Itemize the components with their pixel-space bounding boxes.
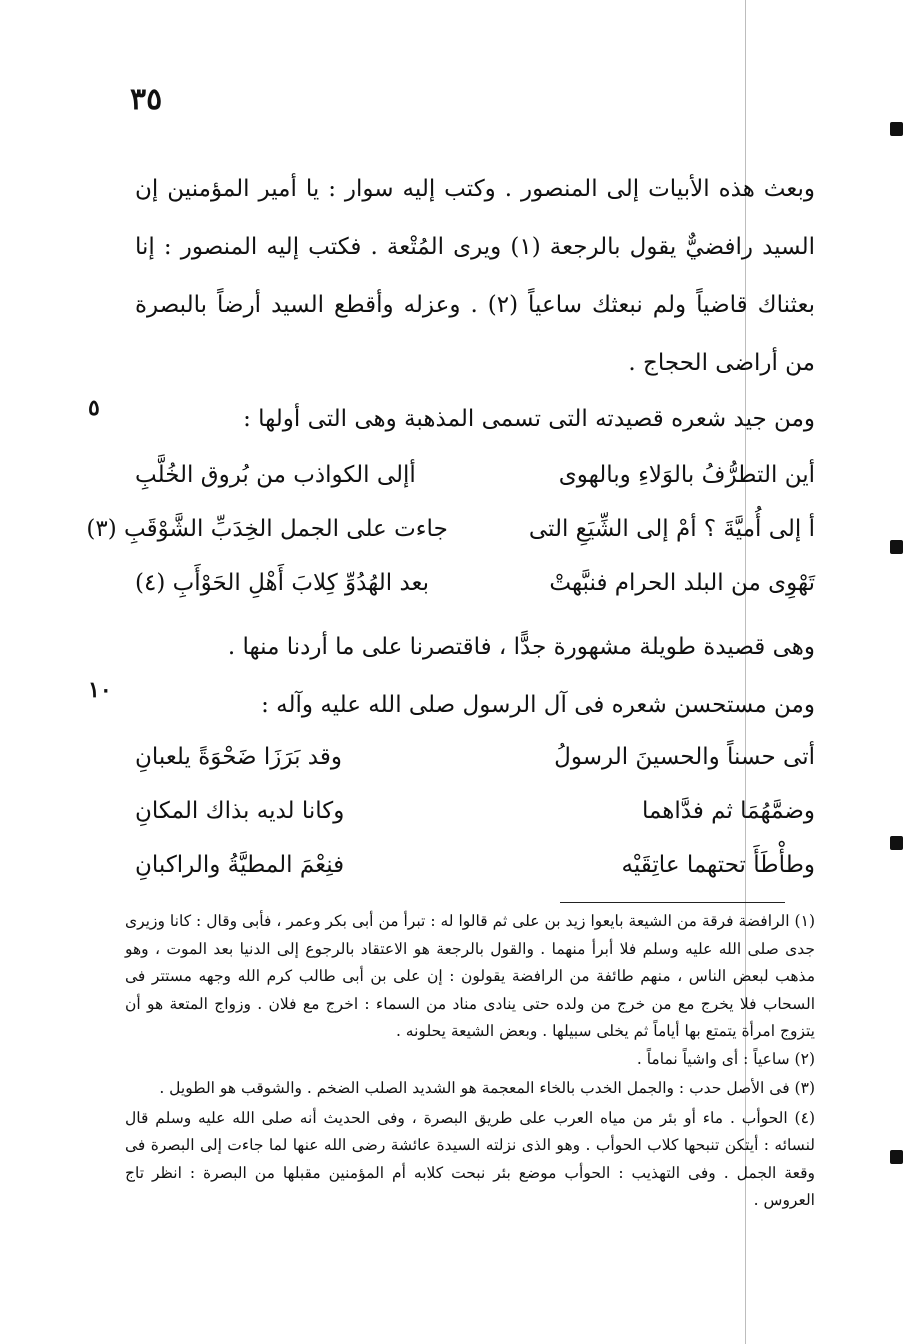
verse xyxy=(135,784,815,838)
footnote-3: (٣) فى الأصل حدب : والجمل الخدب بالخاء المعجمة هو الشديد الصلب الضخم . والشوقب هو الطويل . xyxy=(159,1079,815,1097)
verse-second-hemistich: وقد بَرَزَا ضَحْوَةً يلعبانِ xyxy=(135,744,342,770)
footnote-divider xyxy=(560,902,785,903)
verse xyxy=(135,838,815,892)
line-marker-ten: ١٠ xyxy=(88,677,112,703)
verse xyxy=(86,502,815,556)
poem-mudhahhaba xyxy=(86,448,815,610)
edge-mark xyxy=(890,540,903,554)
footnote-2: (٢) ساعياً : أى واشياً نماماً . xyxy=(636,1049,815,1068)
verse-first-hemistich: تَهْوِى من البلد الحرام فنبَّهتْ xyxy=(549,570,815,596)
verse-second-hemistich: جاءت على الجمل الخِدَبِّ الشَّوْقَبِ (٣) xyxy=(86,516,448,542)
verse xyxy=(135,730,815,784)
footnote-1: (١) الرافضة فرقة من الشيعة بايعوا زيد بن على ثم قالوا له : تبرأ من أبى بكر وعمر ، فأبى وقال : كانا وزيرى جدى صلى الله عليه وسلم فلا أبرأ منهما . والقول بالرجعة هو الاعتقاد بالرجوع إلى الدنيا بعد الموت ، وهو مذهب لبعض الناس ، منهم طائفة من الرافضة يقولون : إن على بن أبى طالب كرم الله وجهه مستتر فى السحاب فلا يخرج مع من خرج من ولده حتى ينادى مناد من السماء : اخرج مع فلان . وزواج المتعة هو أن يتزوج امرأة يتمتع بها أياماً ثم يخلى سبيلها . وبعض الشيعة يحلونه . xyxy=(125,912,815,1040)
paragraph-intro: وبعث هذه الأبيات إلى المنصور . وكتب إليه سوار : يا أمير المؤمنين إن السيد رافضيٌّ يقول بالرجعة (١) ويرى المُتْعة . فكتب إليه المنصور : إنا بعثناك قاضياً ولم نبعثك ساعياً (٢) . وعزله وأقطع السيد أرضاً بالبصرة من أراضى الحجاج . xyxy=(135,176,816,376)
paragraph-mudhahhaba-intro: ومن جيد شعره قصيدته التى تسمى المذهبة وهى التى أولها : xyxy=(243,406,815,432)
poem-ahl-al-bayt xyxy=(135,730,815,892)
verse-first-hemistich: أين التطرُّفُ بالوَلاءِ وبالهوى xyxy=(558,462,815,488)
verse-second-hemistich: وكانا لديه بذاك المكانِ xyxy=(135,798,345,824)
verse-second-hemistich: بعد الهُدُوِّ كِلابَ أَهْلِ الحَوْأَبِ (٤) xyxy=(135,570,430,596)
verse xyxy=(135,556,815,610)
edge-mark xyxy=(890,836,903,850)
verse-first-hemistich: أ إلى أُميَّةَ ؟ أمْ إلى الشِّيَعِ التى xyxy=(528,516,815,542)
verse xyxy=(135,448,815,502)
line-marker-five: ٥ xyxy=(88,395,100,421)
footnote-4: (٤) الحوأب . ماء أو بئر من مياه العرب على طريق البصرة ، وفى الحديث أنه صلى الله عليه وسلم قال لنسائه : أيتكن تنبحها كلاب الحوأب . وهو الذى نزلته السيدة عائشة رضى الله عنها لما جاءت إلى البصرة فى وقعة الجمل . وفى التهذيب : الحوأب موضع بئر نبحت كلابه أم المؤمنين مقبلها من البصرة : انظر تاج العروس . xyxy=(125,1108,815,1209)
verse-second-hemistich: أإلى الكواذب من بُروق الخُلَّبِ xyxy=(135,462,416,488)
verse-first-hemistich: وضمَّهُمَا ثم فدَّاهما xyxy=(641,798,815,824)
edge-mark xyxy=(890,1150,903,1164)
paragraph-poem-note: وهى قصيدة طويلة مشهورة جدًّا ، فاقتصرنا على ما أردنا منها . xyxy=(227,634,815,660)
page-number: ٣٥ xyxy=(130,82,163,117)
verse-second-hemistich: فنِعْمَ المطيَّةُ والراكبانِ xyxy=(135,852,345,878)
paragraph-second-poem-intro: ومن مستحسن شعره فى آل الرسول صلى الله عليه وآله : xyxy=(261,692,815,718)
verse-first-hemistich: أتى حسناً والحسينَ الرسولُ xyxy=(554,744,815,770)
verse-first-hemistich: وطأْطَأَ تحتهما عاتِقَيْه xyxy=(621,852,815,878)
edge-mark xyxy=(890,122,903,136)
footnotes xyxy=(125,908,815,1215)
